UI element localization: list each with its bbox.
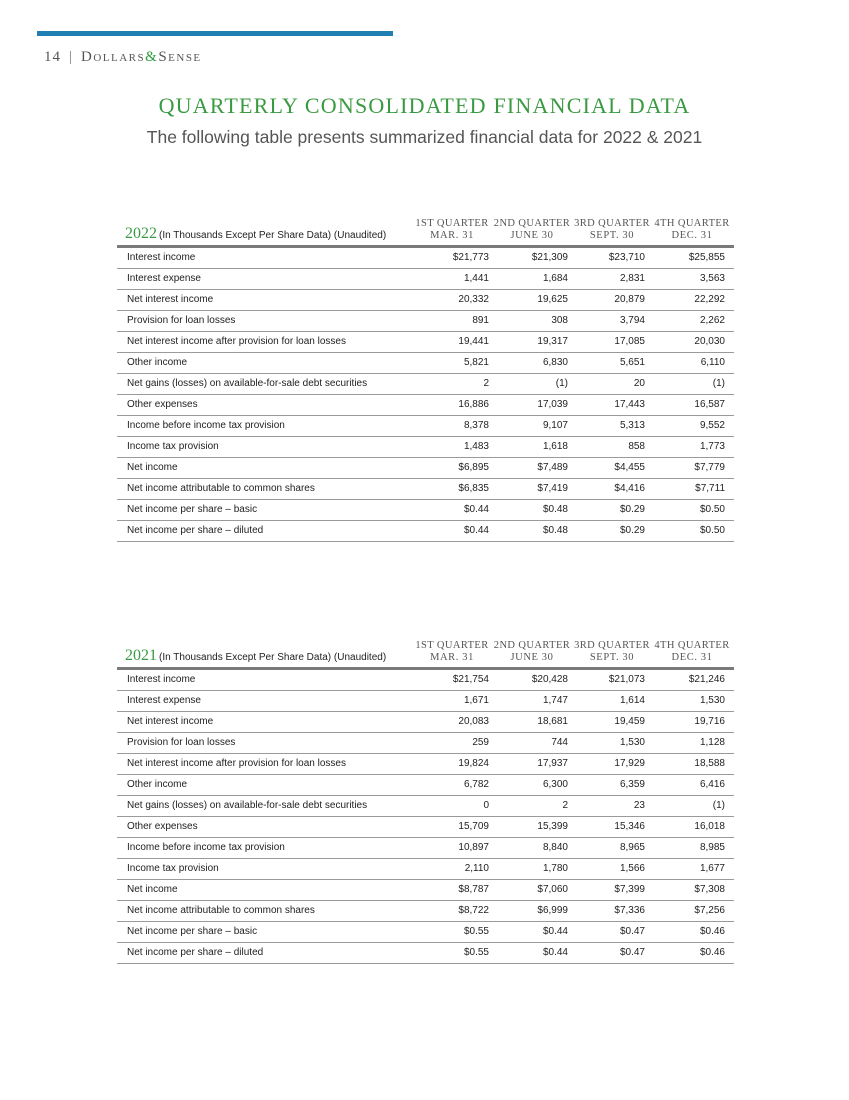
cell-value: 3,563 <box>699 273 725 284</box>
cell-value: $8,722 <box>458 905 489 916</box>
table-header <box>117 219 734 248</box>
cell-value: $0.47 <box>619 947 645 958</box>
table-row <box>117 901 734 922</box>
cell-value: 19,716 <box>694 716 725 727</box>
table-row <box>117 521 734 542</box>
quarter-header <box>492 218 572 242</box>
table-row <box>117 796 734 817</box>
quarter-header <box>412 218 492 242</box>
cell-value: 6,830 <box>542 357 568 368</box>
cell-value: $25,855 <box>688 252 725 263</box>
cell-value: $0.29 <box>619 504 645 515</box>
cell-value: 18,681 <box>537 716 568 727</box>
cell-value: $21,073 <box>608 674 645 685</box>
cell-value: 20 <box>633 378 645 389</box>
cell-value: 5,651 <box>619 357 645 368</box>
cell-value: 259 <box>472 737 489 748</box>
cell-value: 0 <box>483 800 489 811</box>
cell-value: $0.55 <box>463 947 489 958</box>
table-row <box>117 374 734 395</box>
quarter-header <box>492 640 572 664</box>
cell-value: 20,879 <box>614 294 645 305</box>
cell-value: 2 <box>483 378 489 389</box>
quarter-date: MAR. 31 <box>430 652 474 663</box>
cell-value: 744 <box>551 737 568 748</box>
row-label: Income tax provision <box>127 863 219 874</box>
cell-value: 1,614 <box>619 695 645 706</box>
cell-value: $7,308 <box>694 884 725 895</box>
cell-value: 6,416 <box>699 779 725 790</box>
row-label: Other expenses <box>127 399 198 410</box>
row-label: Net interest income <box>127 294 214 305</box>
cell-value: $6,895 <box>458 462 489 473</box>
table-row <box>117 437 734 458</box>
cell-value: $7,489 <box>537 462 568 473</box>
cell-value: 20,030 <box>694 336 725 347</box>
table-header <box>117 641 734 670</box>
cell-value: $0.47 <box>619 926 645 937</box>
cell-value: 19,441 <box>458 336 489 347</box>
table-row <box>117 733 734 754</box>
cell-value: 1,618 <box>542 441 568 452</box>
cell-value: $7,779 <box>694 462 725 473</box>
cell-value: 6,300 <box>542 779 568 790</box>
table-row <box>117 269 734 290</box>
row-label: Net gains (losses) on available-for-sale debt securities <box>127 378 368 389</box>
brand-dollars: Dollars <box>81 49 146 65</box>
cell-value: 1,566 <box>619 863 645 874</box>
cell-value: 6,110 <box>700 357 725 368</box>
quarter-header <box>572 218 652 242</box>
cell-value: $0.50 <box>699 525 725 536</box>
table-row <box>117 458 734 479</box>
table-row <box>117 395 734 416</box>
cell-value: $0.29 <box>619 525 645 536</box>
cell-value: $4,416 <box>614 483 645 494</box>
table-row <box>117 880 734 901</box>
cell-value: $23,710 <box>608 252 645 263</box>
cell-value: 15,709 <box>458 821 489 832</box>
table-row <box>117 922 734 943</box>
brand-ampersand: & <box>145 49 159 65</box>
cell-value: $0.44 <box>542 926 568 937</box>
cell-value: 1,780 <box>542 863 568 874</box>
row-label: Other income <box>127 357 188 368</box>
cell-value: $0.55 <box>463 926 489 937</box>
cell-value: 19,625 <box>537 294 568 305</box>
cell-value: $7,256 <box>694 905 725 916</box>
cell-value: 2 <box>562 800 568 811</box>
quarter-date: JUNE 30 <box>510 652 554 663</box>
quarter-name: 3RD QUARTER <box>574 640 650 651</box>
cell-value: 19,459 <box>614 716 645 727</box>
cell-value: 858 <box>628 441 645 452</box>
cell-value: 9,107 <box>542 420 568 431</box>
table-row <box>117 248 734 269</box>
cell-value: 1,530 <box>619 737 645 748</box>
cell-value: $4,455 <box>614 462 645 473</box>
cell-value: 16,587 <box>694 399 725 410</box>
cell-value: $7,336 <box>614 905 645 916</box>
cell-value: $0.48 <box>542 525 568 536</box>
row-label: Net interest income after provision for loan losses <box>127 336 346 347</box>
table-row <box>117 712 734 733</box>
header-separator: | <box>69 49 74 65</box>
cell-value: 9,552 <box>699 420 725 431</box>
quarter-name: 4TH QUARTER <box>654 218 730 229</box>
cell-value: $0.48 <box>542 504 568 515</box>
cell-value: $7,060 <box>537 884 568 895</box>
cell-value: 10,897 <box>458 842 489 853</box>
cell-value: (1) <box>712 378 725 389</box>
running-header <box>44 49 202 66</box>
row-label: Net income attributable to common shares <box>127 905 315 916</box>
cell-value: 17,937 <box>537 758 568 769</box>
row-label: Income before income tax provision <box>127 420 285 431</box>
row-label: Net income per share – basic <box>127 926 258 937</box>
cell-value: 20,332 <box>458 294 489 305</box>
cell-value: $7,399 <box>614 884 645 895</box>
cell-value: 1,677 <box>699 863 725 874</box>
row-label: Income tax provision <box>127 441 219 452</box>
quarter-name: 2ND QUARTER <box>493 218 571 229</box>
quarter-date: MAR. 31 <box>430 230 474 241</box>
table-row <box>117 838 734 859</box>
row-label: Net income per share – diluted <box>127 947 264 958</box>
row-label: Net income per share – basic <box>127 504 258 515</box>
table-row <box>117 479 734 500</box>
cell-value: 16,886 <box>458 399 489 410</box>
cell-value: 8,985 <box>699 842 725 853</box>
row-label: Interest expense <box>127 695 201 706</box>
quarter-date: SEPT. 30 <box>589 652 635 663</box>
cell-value: 16,018 <box>694 821 725 832</box>
quarter-header <box>652 640 732 664</box>
table-row <box>117 817 734 838</box>
table-units-note: (In Thousands Except Per Share Data) (Unaudited) <box>159 652 387 663</box>
row-label: Other expenses <box>127 821 198 832</box>
cell-value: 2,110 <box>464 863 489 874</box>
cell-value: 1,483 <box>463 441 489 452</box>
table-row <box>117 332 734 353</box>
table-year: 2022 <box>125 225 157 242</box>
cell-value: 1,128 <box>699 737 725 748</box>
cell-value: 1,671 <box>463 695 489 706</box>
cell-value: 18,588 <box>694 758 725 769</box>
cell-value: $0.44 <box>463 525 489 536</box>
cell-value: (1) <box>712 800 725 811</box>
table-row <box>117 670 734 691</box>
table-row <box>117 500 734 521</box>
page-subtitle: The following table presents summarized financial data for 2022 & 2021 <box>146 127 703 147</box>
cell-value: $21,773 <box>452 252 489 263</box>
cell-value: 17,085 <box>614 336 645 347</box>
table-row <box>117 353 734 374</box>
cell-value: $21,754 <box>452 674 489 685</box>
quarter-name: 1ST QUARTER <box>415 218 489 229</box>
quarter-date: DEC. 31 <box>671 652 713 663</box>
cell-value: 3,794 <box>619 315 645 326</box>
cell-value: 5,313 <box>619 420 645 431</box>
cell-value: 17,443 <box>614 399 645 410</box>
brand-sense: Sense <box>158 49 202 65</box>
cell-value: $8,787 <box>458 884 489 895</box>
cell-value: $7,711 <box>695 483 725 494</box>
row-label: Net income <box>127 884 178 895</box>
quarter-date: JUNE 30 <box>510 230 554 241</box>
quarter-header <box>572 640 652 664</box>
table-row <box>117 775 734 796</box>
row-label: Net interest income <box>127 716 214 727</box>
table-row <box>117 416 734 437</box>
cell-value: 17,039 <box>537 399 568 410</box>
cell-value: $21,309 <box>531 252 568 263</box>
quarter-date: DEC. 31 <box>671 230 713 241</box>
row-label: Net income <box>127 462 178 473</box>
cell-value: 15,346 <box>614 821 645 832</box>
row-label: Net gains (losses) on available-for-sale debt securities <box>127 800 368 811</box>
cell-value: $6,835 <box>458 483 489 494</box>
cell-value: $7,419 <box>537 483 568 494</box>
cell-value: 1,684 <box>542 273 568 284</box>
table-row <box>117 754 734 775</box>
cell-value: 8,965 <box>619 842 645 853</box>
cell-value: 5,821 <box>463 357 489 368</box>
quarter-header <box>652 218 732 242</box>
cell-value: 8,378 <box>463 420 489 431</box>
row-label: Interest expense <box>127 273 201 284</box>
quarter-date: SEPT. 30 <box>589 230 635 241</box>
cell-value: 22,292 <box>694 294 725 305</box>
table-row <box>117 859 734 880</box>
table-row <box>117 311 734 332</box>
table-row <box>117 691 734 712</box>
row-label: Net income attributable to common shares <box>127 483 315 494</box>
cell-value: $0.50 <box>699 504 725 515</box>
cell-value: 1,747 <box>542 695 568 706</box>
row-label: Provision for loan losses <box>127 737 236 748</box>
cell-value: (1) <box>555 378 568 389</box>
cell-value: 891 <box>472 315 489 326</box>
publication-name <box>81 49 202 65</box>
page-title: QUARTERLY CONSOLIDATED FINANCIAL DATA <box>158 93 691 118</box>
table-row <box>117 943 734 964</box>
cell-value: 1,530 <box>699 695 725 706</box>
cell-value: 8,840 <box>542 842 568 853</box>
table-row <box>117 290 734 311</box>
row-label: Net income per share – diluted <box>127 525 264 536</box>
cell-value: 6,782 <box>463 779 489 790</box>
quarter-header <box>412 640 492 664</box>
table-caption <box>125 647 386 665</box>
table-units-note: (In Thousands Except Per Share Data) (Unaudited) <box>159 230 387 241</box>
quarter-name: 2ND QUARTER <box>493 640 571 651</box>
cell-value: 2,831 <box>619 273 645 284</box>
quarter-name: 4TH QUARTER <box>654 640 730 651</box>
financial-table-2022 <box>117 219 734 542</box>
page-number: 14 <box>44 49 61 65</box>
cell-value: $0.46 <box>699 926 725 937</box>
table-caption <box>125 225 386 243</box>
financial-table-2021 <box>117 641 734 964</box>
row-label: Provision for loan losses <box>127 315 236 326</box>
cell-value: $0.44 <box>463 504 489 515</box>
row-label: Income before income tax provision <box>127 842 285 853</box>
header-accent-bar <box>37 31 393 36</box>
cell-value: $21,246 <box>688 674 725 685</box>
cell-value: $0.46 <box>699 947 725 958</box>
cell-value: 1,773 <box>699 441 725 452</box>
cell-value: $6,999 <box>537 905 568 916</box>
cell-value: 20,083 <box>458 716 489 727</box>
cell-value: 15,399 <box>537 821 568 832</box>
cell-value: 308 <box>551 315 568 326</box>
quarter-name: 1ST QUARTER <box>415 640 489 651</box>
row-label: Other income <box>127 779 188 790</box>
cell-value: 17,929 <box>614 758 645 769</box>
quarter-name: 3RD QUARTER <box>574 218 650 229</box>
cell-value: 19,317 <box>537 336 568 347</box>
cell-value: $20,428 <box>531 674 568 685</box>
row-label: Net interest income after provision for loan losses <box>127 758 346 769</box>
cell-value: 1,441 <box>463 273 489 284</box>
cell-value: 19,824 <box>458 758 489 769</box>
cell-value: $0.44 <box>542 947 568 958</box>
table-year: 2021 <box>125 647 157 664</box>
row-label: Interest income <box>127 674 196 685</box>
cell-value: 2,262 <box>699 315 725 326</box>
row-label: Interest income <box>127 252 196 263</box>
cell-value: 23 <box>633 800 645 811</box>
cell-value: 6,359 <box>619 779 645 790</box>
